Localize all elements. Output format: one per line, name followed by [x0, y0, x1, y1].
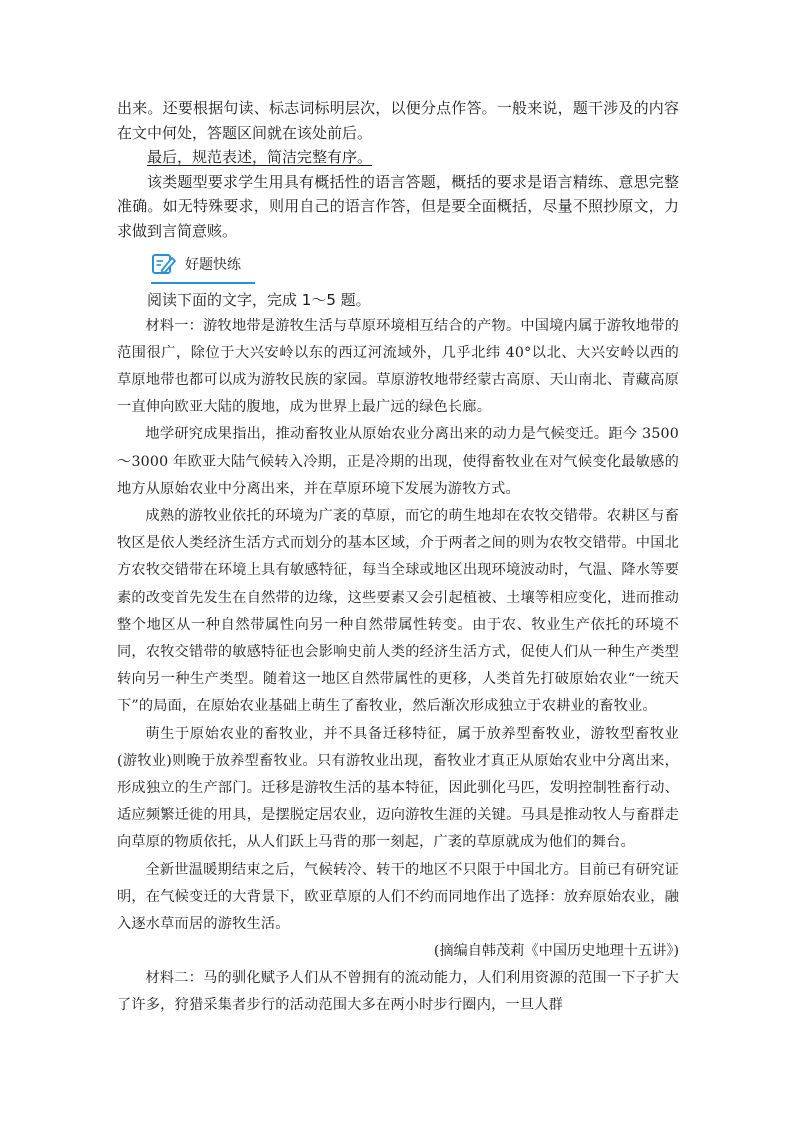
material1-paragraph-2: 地学研究成果指出，推动畜牧业从原始农业分离出来的动力是气候变迁。距今 3500～3000 年欧亚大陆气候转入冷期，正是冷期的出现，使得畜牧业在对气候变化最敏感的地方从原始农业中分离出来，并在草原环境下发展为游牧方式。 — [117, 426, 679, 497]
method-continuation: 出来。还要根据句读、标志词标明层次，以便分点作答。一般来说，题干涉及的内容在文中何处，答题区间就在该处前后。 — [117, 99, 679, 142]
section-header — [151, 249, 255, 284]
material1-p1-text: 游牧地带是游牧生活与草原环境相互结合的产物。中国境内属于游牧地带的范围很广，除位于大兴安岭以东的西辽河流域外，几乎北纬 40°以北、大兴安岭以西的草原地带也都可以成为游牧民族的家园。草原游牧地带经蒙古高原、天山南北、青藏高原一直伸向欧亚大陆的腹地，成为世界上最广远的绿色长廊。 — [117, 317, 679, 416]
pencil-note-icon — [151, 252, 177, 276]
material1-source: (摘编自韩茂莉《中国历史地理十五讲》) — [433, 943, 679, 960]
material1-paragraph-3: 成熟的游牧业依托的环境为广袤的草原，而它的萌生地却在农牧交错带。农耕区与畜牧区是依人类经济生活方式而划分的基本区域，介于两者之间的则为农牧交错带。中国北方农牧交错带在环境上具有敏感特征，每当全球或地区出现环境波动时，气温、降水等要素的改变首先发生在自然带的边缘，这些要素又会引起植被、土壤等相应变化，进而推动整个地区从一种自然带属性向另一种自然带属性转变。由于农、牧业生产依托的环境不同，农牧交错带的敏感特征也会影响史前人类的经济生活方式，促使人们从一种生产类型转向另一种生产类型。随着这一地区自然带属性的更移，人类首先打破原始农业“一统天下”的局面，在原始农业基础上萌生了畜牧业，然后渐次形成独立于农耕业的畜牧业。 — [117, 507, 679, 715]
material2-paragraph-1 — [117, 965, 679, 1019]
method-step-last-text: 最后，规范表述，简洁完整有序。 — [147, 148, 373, 166]
section-title: 好题快练 — [185, 257, 241, 273]
page-body — [117, 96, 679, 1020]
material1-paragraph-5: 全新世温暖期结束之后，气候转冷、转干的地区不只限于中国北方。目前已有研究证明，在气候变迁的大背景下，欧亚草原的人们不约而同地作出了选择：放弃原始农业，融入逐水草而居的游牧生活。 — [117, 861, 679, 932]
material1-label: 材料一： — [145, 317, 204, 334]
material1-paragraph-4: 萌生于原始农业的畜牧业，并不具备迁移特征，属于放养型畜牧业，游牧型畜牧业(游牧业)则晚于放养型畜牧业。只有游牧业出现，畜牧业才真正从原始农业中分离出来，形成独立的生产部门。迁移是游牧生活的基本特征，因此驯化马匹，发明控制牲畜行动、适应频繁迁徙的用具，是摆脱定居农业，迈向游牧生涯的关键。马具是推动牧人与畜群走向草原的物质依托，从人们跃上马背的那一刻起，广袤的草原就成为他们的舞台。 — [117, 725, 679, 851]
method-paragraph: 该类题型要求学生用具有概括性的语言答题，概括的要求是语言精练、意思完整准确。如无特殊要求，则用自己的语言作答，但是要全面概括，尽量不照抄原文，力求做到言简意赅。 — [117, 172, 679, 240]
material1-paragraph-1 — [117, 313, 679, 422]
material2-label: 材料二： — [145, 970, 204, 987]
question-intro: 阅读下面的文字，完成 1～5 题。 — [147, 291, 371, 309]
material2-p1-text: 马的驯化赋予人们从不曾拥有的流动能力，人们利用资源的范围一下子扩大了许多，狩猎采集者步行的活动范围大多在两小时步行圈内，一旦人群 — [117, 970, 679, 1014]
method-step-last — [117, 145, 679, 170]
